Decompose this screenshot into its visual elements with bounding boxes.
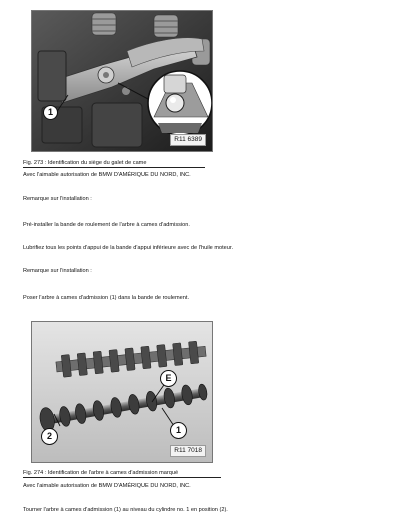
figure-1-photo [31, 10, 213, 152]
figure-2-caption-rule [23, 477, 221, 478]
callout-e-label: E [165, 373, 172, 383]
figure-1-caption: Fig. 273 : Identification du siège du galet de came [23, 160, 147, 166]
callout-2-label: 2 [46, 431, 52, 441]
callout-1b-label: 1 [175, 425, 181, 435]
paragraph-2: Lubrifiez tous les points d'appui de la bande d'appui inférieure avec de l'huile moteur. [23, 245, 234, 251]
installation-remark-2: Remarque sur l'installation : [23, 268, 92, 274]
credit-1: Avec l'aimable autorisation de BMW D'AMÉRIQUE DU NORD, INC. [23, 172, 191, 178]
figure-1-code: R11 6389 [170, 134, 206, 146]
callout-2-badge [41, 428, 58, 445]
camshaft-illustration [32, 322, 212, 462]
callout-1b-badge [170, 422, 187, 439]
paragraph-4: Tourner l'arbre à cames d'admission (1) au niveau du cylindre no. 1 en position (2). [23, 507, 228, 513]
callout-1-label: 1 [47, 107, 53, 117]
engine-valve-illustration [32, 11, 212, 151]
figure-2-photo [31, 321, 213, 463]
paragraph-3: Poser l'arbre à cames d'admission (1) dans la bande de roulement. [23, 295, 189, 301]
figure-2-caption: Fig. 274 : Identification de l'arbre à cames d'admission marqué [23, 470, 179, 476]
credit-2: Avec l'aimable autorisation de BMW D'AMÉRIQUE DU NORD, INC. [23, 483, 191, 489]
callout-1-badge [43, 105, 58, 120]
paragraph-1: Pré-installer la bande de roulement de l'arbre à cames d'admission. [23, 222, 190, 228]
installation-remark-1: Remarque sur l'installation : [23, 196, 92, 202]
figure-2-code: R11 7018 [170, 445, 206, 457]
callout-e-badge [160, 370, 177, 387]
figure-1-caption-rule [23, 167, 205, 168]
